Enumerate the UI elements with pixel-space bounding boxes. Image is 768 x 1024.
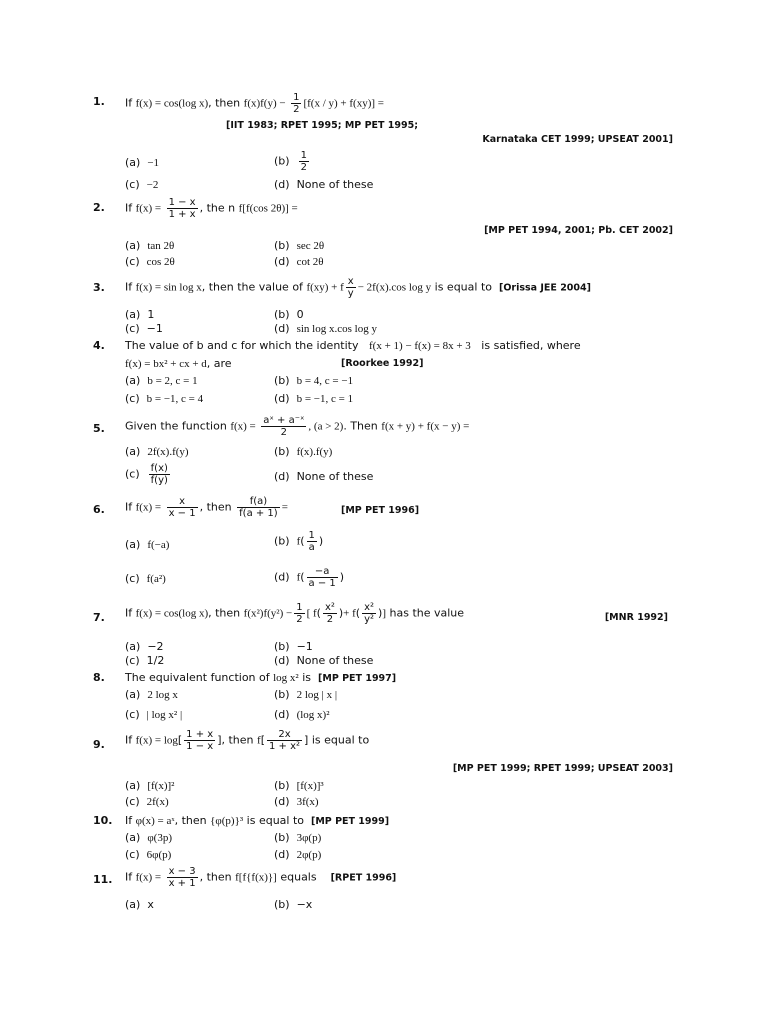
option-b: (b) 0 xyxy=(274,308,304,321)
option-c: (c) −1 xyxy=(125,322,163,335)
question-stem: If f(x) = $\frac{1 - x}{1 + x}$ , the n f[f(cos 2θ)] = xyxy=(125,197,298,220)
option-b: (b) −1 xyxy=(274,640,313,653)
question-stem: If f(x) = cos(log x), then f(x²)f(y²) − $\frac{1}{2}$ [ f( $\frac{\text{x²}}{2}$ )+ f( $\frac{\text{x²}}{\text{y²}}$ )] has the value xyxy=(125,602,465,625)
option-c: (c) $\frac{f(x)}{f(y)}$ xyxy=(125,463,168,486)
option-b: (b) b = 4, c = −1 xyxy=(274,374,354,387)
option-a: (a) 2 log x xyxy=(125,688,178,701)
option-c: (c) 1/2 xyxy=(125,654,165,667)
option-a: (a) 2f(x).f(y) xyxy=(125,445,189,458)
option-b: (b) [f(x)]³ xyxy=(274,779,324,792)
question-number: 11. xyxy=(93,873,113,886)
question-stem: If f(x) = cos(log x), then f(x)f(y) − $\frac{1}{2}$ [f(x / y) + f(xy)] = xyxy=(125,92,384,115)
option-d: (d) f( $\frac{-a}{a - 1}$ ) xyxy=(274,566,345,589)
exam-source-cont: Karnataka CET 1999; UPSEAT 2001] xyxy=(482,134,673,145)
option-d: (d) b = −1, c = 1 xyxy=(274,392,354,405)
option-d: (d) 2φ(p) xyxy=(274,848,322,861)
option-a: (a) 1 xyxy=(125,308,155,321)
option-a: (a) [f(x)]² xyxy=(125,779,175,792)
question-stem: If f(x) = $\frac{x - 3}{x + 1}$ , then f[f{f(x)}] equals [RPET 1996] xyxy=(125,866,397,889)
option-b: (b) 3φ(p) xyxy=(274,831,322,844)
question-stem: Given the function f(x) = $\frac{\text{aˣ + a⁻ˣ}}{2}$ , (a > 2). Then f(x + y) + f(x − y) = xyxy=(125,415,470,438)
question-stem: The value of b and c for which the identity f(x + 1) − f(x) = 8x + 3 is satisfied, where xyxy=(125,339,581,352)
question-number: 6. xyxy=(93,503,105,516)
option-c: (c) 2f(x) xyxy=(125,795,169,808)
question-stem: If φ(x) = aˣ, then {φ(p)}³ is equal to [MP PET 1999] xyxy=(125,814,390,827)
option-d: (d) 3f(x) xyxy=(274,795,319,808)
exam-source: [RPET 1996] xyxy=(330,872,397,884)
option-c: (c) | log x² | xyxy=(125,708,183,721)
exam-source: [MNR 1992] xyxy=(604,612,668,623)
option-b: (b) sec 2θ xyxy=(274,239,325,252)
exam-source: [IIT 1983; RPET 1995; MP PET 1995; xyxy=(226,120,419,131)
question-stem: If f(x) = log[ $\frac{1 + x}{1 - x}$ ], then f[ $\frac{2x}{\text{1 + x²}}$ ] is equal to xyxy=(125,729,370,752)
option-a: (a) tan 2θ xyxy=(125,239,175,252)
question-number: 4. xyxy=(93,339,105,352)
question-number: 9. xyxy=(93,738,105,751)
exam-source: [MP PET 1994, 2001; Pb. CET 2002] xyxy=(484,225,673,236)
option-d: (d) cot 2θ xyxy=(274,255,324,268)
option-c: (c) b = −1, c = 4 xyxy=(125,392,204,405)
question-number: 1. xyxy=(93,95,105,108)
option-c: (c) −2 xyxy=(125,178,159,191)
fraction: $\frac{1}{2}$ xyxy=(293,92,300,115)
exam-source: [MP PET 1997] xyxy=(318,673,397,684)
question-number: 5. xyxy=(93,422,105,435)
question-page: 1. If f(x) = cos(log x), then f(x)f(y) − $\frac{1}{2}$ [f(x / y) + f(xy)] = [IIT 1983; RPET 1995; MP PET 1995; Karnataka CET 1999; UPSEAT 2001] (a) −1 (b) $\frac{1}{2}$ (c) −2 (d) None of these 2. If f(x) = $\frac{1 - x}{1 + x}$ , the n f[f(cos 2θ)] = [MP PET 1994, 2001; Pb. CET 2002] (a) tan 2θ (b) sec 2θ (c) cos 2θ (d) cot 2θ 3. If f(x) = sin log x, then the value of f(xy) + f $\frac{x}{y}$ − 2f(x).cos log y is equal to [Orissa JEE 2004] (a) 1 (b) 0 (c) −1 (d) sin log x.cos log y 4. The value of b and c for which the identity f(x + 1) − f(x) = 8x + 3 is satisfied, where f(x) = bx² + cx + d, are [Roorkee 1992] (a) b = 2, c = 1 (b) b = 4, c = −1 (c) b = −1, c = 4 (d) b = −1, c = 1 5. Given the function f(x) = $\frac{\text{aˣ + a⁻ˣ}}{2}$ , (a > 2). Then f(x + y) + f(x − y) = (a) 2f(x).f(y) (b) f(x).f(y) (c) $\frac{f(x)}{f(y)}$ (d) None of these 6. If f(x) = $\frac{x}{x - 1}$ , then $\frac{f(a)}{f(a + 1)}$ = [MP PET 1996] (a) f(−a) (b) f( $\frac{1}{a}$ ) (c) f(a²) (d) f( $\frac{-a}{a - 1}$ ) 7. If f(x) = cos(log x), then f(x²)f(y²) − $\frac{1}{2}$ [ f( $\frac{\text{x²}}{2}$ )+ f( $\frac{\text{x²}}{\text{y²}}$ )] has the value [MNR 1992] (a) −2 (b) −1 (c) 1/2 (d) None of these 8. The equivalent function of log x² is [MP PET 1997] (a) 2 log x (b) 2 log | x | (c) | log x² | (d) (log x)² 9. If f(x) = log[ $\frac{1 + x}{1 - x}$ ], then f[ $\frac{2x}{\text{1 + x²}}$ ] is equal to [MP PET 1999; RPET 1999; UPSEAT 2003] (a) [f(x)]² (b) [f(x)]³ (c) 2f(x) (d) 3f(x) 10. If φ(x) = aˣ, then {φ(p)}³ is equal to [MP PET 1999] (a) φ(3p) (b) 3φ(p) (c) 6φ(p) (d) 2φ(p) 11. If f(x) = $\frac{x - 3}{x + 1}$ , then f[f{f(x)}] equals [RPET 1996] (a) x (b) −x xyxy=(0,0,768,1024)
option-d: (d) (log x)² xyxy=(274,708,330,721)
option-a: (a) φ(3p) xyxy=(125,831,173,844)
option-b: (b) f( $\frac{1}{a}$ ) xyxy=(274,530,324,553)
option-a: (a) f(−a) xyxy=(125,538,170,551)
option-d: (d) None of these xyxy=(274,470,374,483)
question-stem: If f(x) = $\frac{x}{x - 1}$ , then $\frac{f(a)}{f(a + 1)}$ = [MP PET 1996] xyxy=(125,496,420,519)
question-number: 10. xyxy=(93,814,113,827)
question-number: 2. xyxy=(93,201,105,214)
exam-source: [MP PET 1999; RPET 1999; UPSEAT 2003] xyxy=(452,763,673,774)
option-b: (b) f(x).f(y) xyxy=(274,445,333,458)
option-b: (b) $\frac{1}{2}$ xyxy=(274,150,307,173)
option-c: (c) cos 2θ xyxy=(125,255,175,268)
option-d: (d) None of these xyxy=(274,654,374,667)
option-d: (d) None of these xyxy=(274,178,374,191)
question-stem: The equivalent function of log x² is [MP PET 1997] xyxy=(125,671,397,684)
option-b: (b) −x xyxy=(274,898,313,911)
question-number: 7. xyxy=(93,611,105,624)
question-number: 8. xyxy=(93,671,105,684)
option-a: (a) −1 xyxy=(125,156,160,169)
exam-source: [Orissa JEE 2004] xyxy=(498,282,591,294)
question-stem: If f(x) = sin log x, then the value of f(xy) + f $\frac{x}{y}$ − 2f(x).cos log y is equal to [Orissa JEE 2004] xyxy=(125,276,591,299)
exam-source: [MP PET 1996] xyxy=(341,505,420,516)
exam-source: [Roorkee 1992] xyxy=(341,358,424,369)
option-c: (c) f(a²) xyxy=(125,572,166,585)
question-number: 3. xyxy=(93,281,105,294)
exam-source: [MP PET 1999] xyxy=(311,816,390,827)
option-a: (a) x xyxy=(125,898,154,911)
option-b: (b) 2 log | x | xyxy=(274,688,338,701)
option-c: (c) 6φ(p) xyxy=(125,848,172,861)
option-d: (d) sin log x.cos log y xyxy=(274,322,377,335)
option-a: (a) −2 xyxy=(125,640,164,653)
option-a: (a) b = 2, c = 1 xyxy=(125,374,198,387)
